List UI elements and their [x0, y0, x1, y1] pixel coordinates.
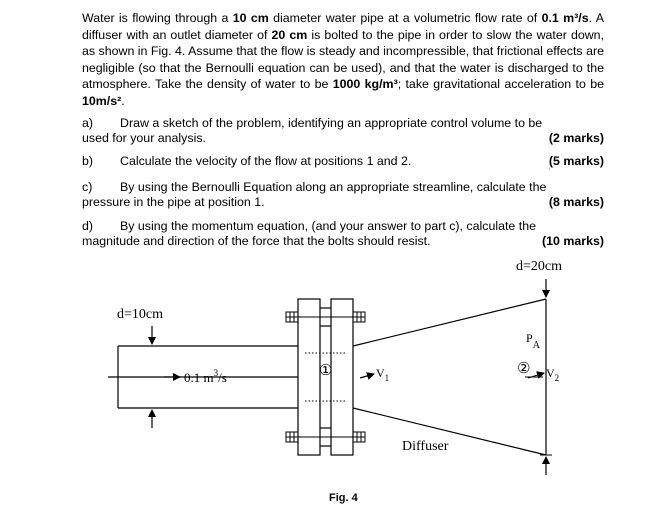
problem-statement: Water is flowing through a 10 cm diameter water pipe at a volumetric flow rate of 0.1 m³/s. A diffuser with an outlet diameter of 20 cm is bolted to the pipe in order to slow the water down, as shown in Fig. 4. Assume that the flow is steady and incompressible, that frictional effects are negligible (so that the Bernoulli equation can be used), and that the water is discharged to the atmosphere. Take the density of water to be 1000 kg/m³; take gravitational acceleration to be 10m/s². [82, 11, 605, 108]
question-b: b) Calculate the velocity of the flow at positions 1 and 2. (5 marks) [82, 154, 604, 168]
bottom-bolt [286, 432, 365, 442]
marks-d: (10 marks) [542, 233, 604, 248]
outlet-diameter-label: d=20cm [516, 259, 562, 274]
flow-rate-label: 0.1 $m^3/s$ [184, 368, 227, 385]
diffuser-bottom-wall [353, 408, 546, 455]
v1-arrow [360, 374, 374, 378]
diffuser-label: Diffuser [402, 439, 449, 454]
position-1-marker: ① [319, 363, 333, 379]
marks-b: (5 marks) [548, 154, 604, 168]
top-bolt [286, 312, 365, 322]
question-a: a) Draw a sketch of the problem, identifying an appropriate control volume to be used for your analysis. (2 marks) [82, 116, 604, 145]
question-d: d) By using the momentum equation, (and your answer to part c), calculate the magnitude and direction of the force that the bolts should resist. (10 marks) [82, 219, 604, 248]
question-c: c) By using the Bernoulli Equation along an appropriate streamline, calculate the pressure in the pipe at position 1. (8 marks) [82, 180, 604, 209]
atmospheric-pressure-label: $P_A$ [526, 331, 540, 351]
figure-caption: Fig. 4 [329, 492, 358, 504]
diffuser-flange [331, 299, 353, 455]
v1-label: $V_1$ [376, 366, 390, 383]
position-2-marker: ② [517, 361, 531, 377]
marks-a: (2 marks) [548, 130, 604, 145]
diffuser-top-wall [353, 299, 546, 346]
inlet-diameter-label: d=10cm [117, 307, 163, 322]
v2-label: $V_2$ [546, 366, 560, 383]
marks-c: (8 marks) [548, 194, 604, 209]
pipe-flange [298, 299, 320, 455]
